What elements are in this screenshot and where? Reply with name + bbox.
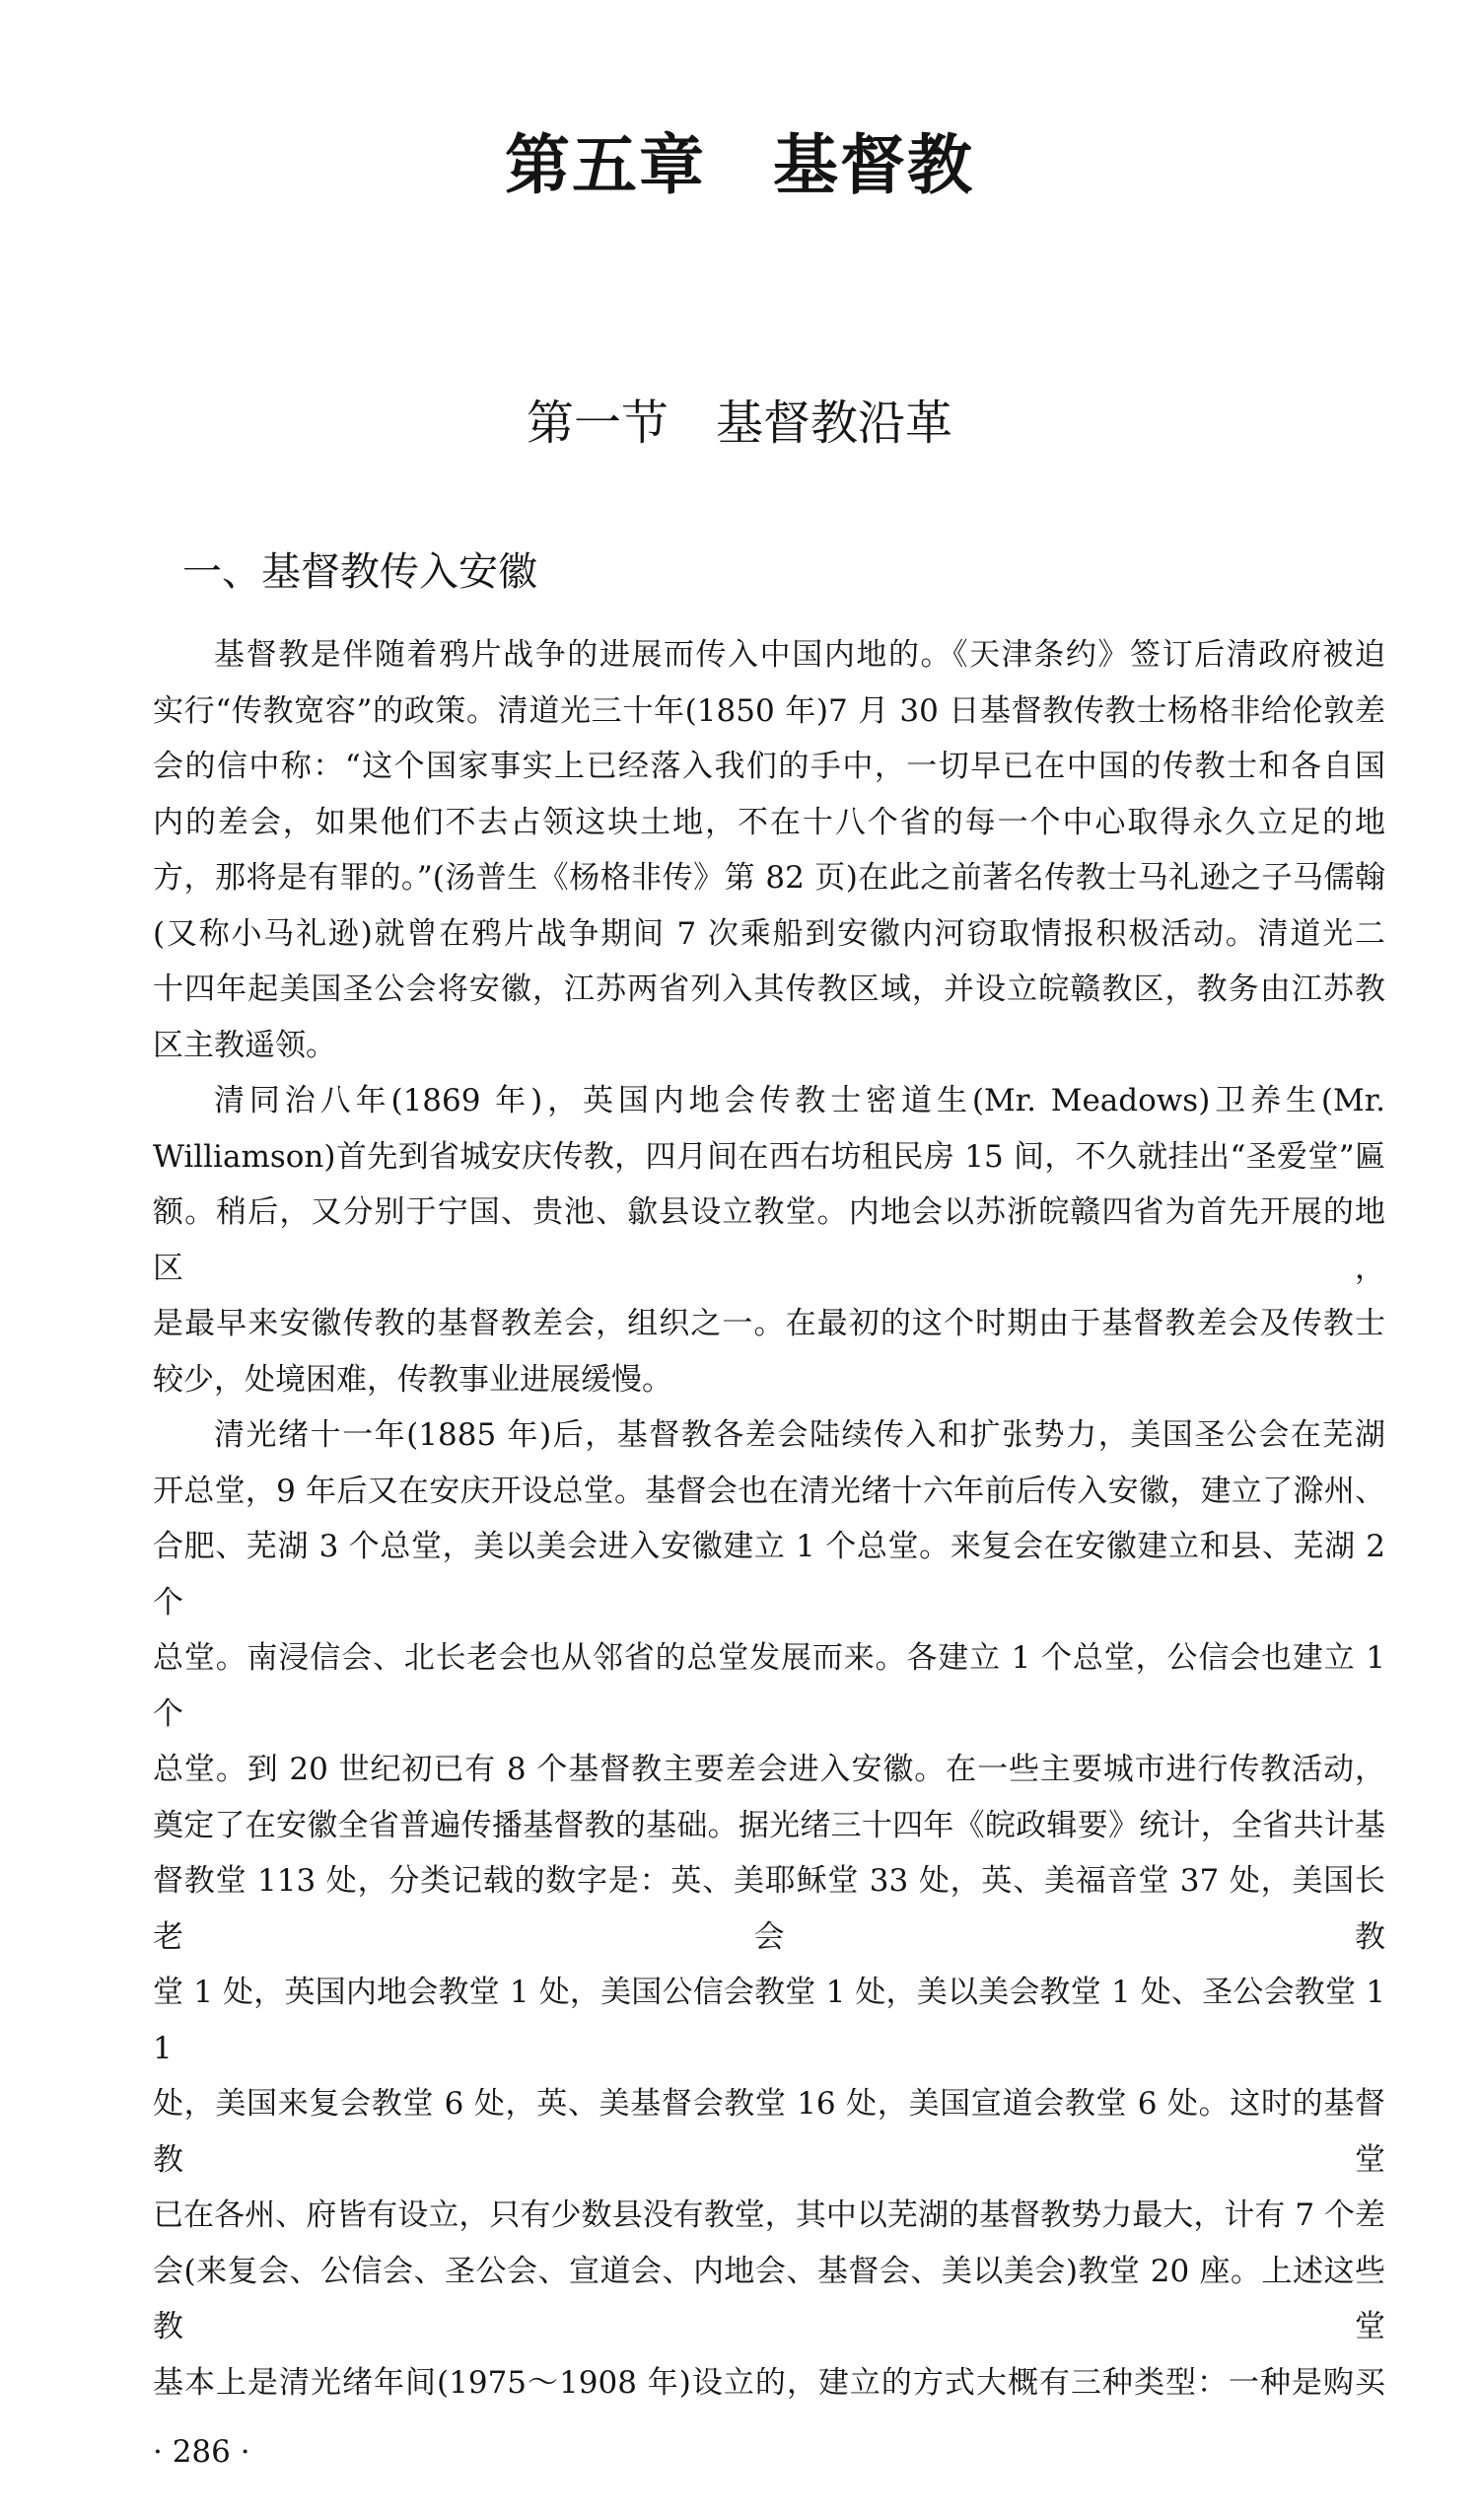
text-line: 基督教是伴随着鸦片战争的进展而传入中国内地的。《天津条约》签订后清政府被迫 (214, 637, 1385, 673)
paragraph (153, 627, 1385, 1073)
text-line: 基本上是清光绪年间(1975～1908 年)设立的，建立的方式大概有三种类型：一种是购买 (153, 2364, 1385, 2401)
section-title: 第一节 基督教沿革 (526, 396, 952, 451)
text-line: 总堂。南浸信会、北长老会也从邻省的总堂发展而来。各建立 1 个总堂，公信会也建立 1 个 (153, 1640, 1385, 1732)
text-line: 实行“传教宽容”的政策。清道光三十年(1850 年)7 月 30 日基督教传教士杨格非给伦敦差 (153, 692, 1385, 729)
paragraph (153, 1073, 1385, 1407)
page-number: · 286 · (153, 2434, 250, 2470)
text-line: 较少，处境困难，传教事业进展缓慢。 (153, 1361, 672, 1398)
paragraph (153, 1407, 1385, 2411)
text-line: 奠定了在安徽全省普遍传播基督教的基础。据光绪三十四年《皖政辑要》统计，全省共计基 (153, 1807, 1385, 1843)
text-line: 堂 1 处，英国内地会教堂 1 处，美国公信会教堂 1 处，美以美会教堂 1 处、圣公会教堂 11 (153, 1975, 1385, 2066)
text-line: 会(来复会、公信会、圣公会、宣道会、内地会、基督会、美以美会)教堂 20 座。上述这些教堂 (153, 2253, 1385, 2344)
text-line: 已在各州、府皆有设立，只有少数县没有教堂，其中以芜湖的基督教势力最大，计有 7 个差 (153, 2197, 1385, 2233)
text-line: 额。稍后，又分别于宁国、贵池、歙县设立教堂。内地会以苏浙皖赣四省为首先开展的地区， (153, 1194, 1385, 1286)
text-line: 处，美国来复会教堂 6 处，英、美基督会教堂 16 处，美国宣道会教堂 6 处。这时的基督教堂 (153, 2086, 1385, 2178)
chapter-title: 第五章 基督教 (505, 127, 974, 203)
text-line: 方，那将是有罪的。”(汤普生《杨格非传》第 82 页)在此之前著名传教士马礼逊之子马儒翰 (153, 860, 1385, 896)
text-line: 清光绪十一年(1885 年)后，基督教各差会陆续传入和扩张势力，美国圣公会在芜湖 (214, 1417, 1385, 1453)
text-line: 十四年起美国圣公会将安徽，江苏两省列入其传教区域，并设立皖赣教区，教务由江苏教 (153, 972, 1385, 1007)
text-line: Williamson)首先到省城安庆传教，四月间在西右坊租民房 15 间，不久就挂出“圣爱堂”匾 (153, 1138, 1385, 1175)
text-line: 是最早来安徽传教的基督教差会，组织之一。在最初的这个时期由于基督教差会及传教士 (153, 1306, 1385, 1341)
text-line: 区主教遥领。 (153, 1027, 336, 1063)
subsection-title: 一、基督教传入安徽 (182, 549, 537, 595)
text-line: 开总堂，9 年后又在安庆开设总堂。基督会也在清光绪十六年前后传入安徽，建立了滁州、 (153, 1473, 1385, 1509)
text-line: (又称小马礼逊)就曾在鸦片战争期间 7 次乘船到安徽内河窃取情报积极活动。清道光二 (153, 915, 1385, 952)
text-line: 总堂。到 20 世纪初已有 8 个基督教主要差会进入安徽。在一些主要城市进行传教活动， (153, 1752, 1385, 1787)
text-line: 内的差会，如果他们不去占领这块土地，不在十八个省的每一个中心取得永久立足的地 (153, 804, 1385, 840)
body-text (153, 627, 1385, 2411)
text-line: 合肥、芜湖 3 个总堂，美以美会进入安徽建立 1 个总堂。来复会在安徽建立和县、芜湖 2 个 (153, 1529, 1385, 1620)
text-line: 会的信中称：“这个国家事实上已经落入我们的手中，一切早已在中国的传教士和各自国 (153, 749, 1385, 784)
text-line: 督教堂 113 处，分类记载的数字是：英、美耶稣堂 33 处，英、美福音堂 37 处，美国长老会教 (153, 1863, 1385, 1955)
text-line: 清同治八年(1869 年)，英国内地会传教士密道生(Mr. Meadows)卫养生(Mr. (214, 1083, 1385, 1118)
